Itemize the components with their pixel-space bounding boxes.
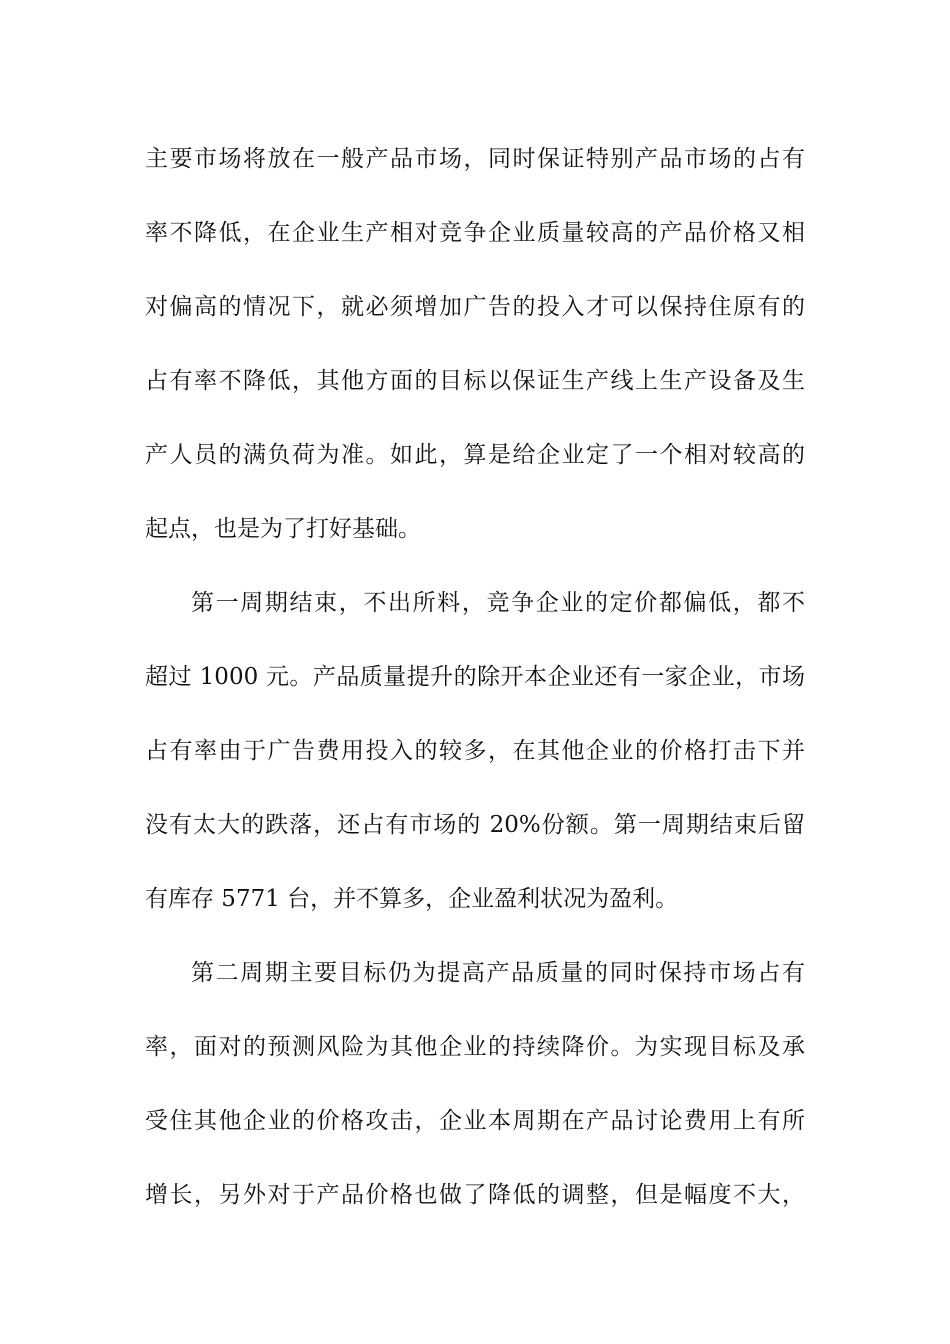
paragraph	[145, 128, 805, 560]
text-line: 起点，也是为了打好基础。	[145, 516, 421, 542]
paragraph	[145, 942, 805, 1226]
text-line: 第一周期结束，不出所料，竞争企业的定价都偏低，都不	[191, 590, 805, 616]
text-line: 产人员的满负荷为准。如此，算是给企业定了一个相对较高的	[145, 442, 805, 468]
text-line: 超过 1000 元。产品质量提升的除开本企业还有一家企业，市场	[145, 664, 805, 690]
text-line: 受住其他企业的价格攻击，企业本周期在产品讨论费用上有所	[145, 1108, 805, 1134]
text-line: 率不降低，在企业生产相对竞争企业质量较高的产品价格又相	[145, 220, 805, 246]
text-line: 对偏高的情况下，就必须增加广告的投入才可以保持住原有的	[145, 294, 805, 320]
document-body	[145, 128, 805, 1238]
text-line: 主要市场将放在一般产品市场，同时保证特别产品市场的占有	[145, 146, 805, 172]
text-line: 没有太大的跌落，还占有市场的 20%份额。第一周期结束后留	[145, 812, 805, 838]
text-line: 有库存 5771 台，并不算多，企业盈利状况为盈利。	[145, 886, 679, 912]
text-line: 占有率不降低，其他方面的目标以保证生产线上生产设备及生	[145, 368, 805, 394]
text-line: 第二周期主要目标仍为提高产品质量的同时保持市场占有	[191, 960, 805, 986]
paragraph	[145, 572, 805, 930]
text-line: 占有率由于广告费用投入的较多，在其他企业的价格打击下并	[145, 738, 805, 764]
text-line: 增长，另外对于产品价格也做了降低的调整，但是幅度不大，	[145, 1182, 805, 1208]
text-line: 率，面对的预测风险为其他企业的持续降价。为实现目标及承	[145, 1034, 805, 1060]
